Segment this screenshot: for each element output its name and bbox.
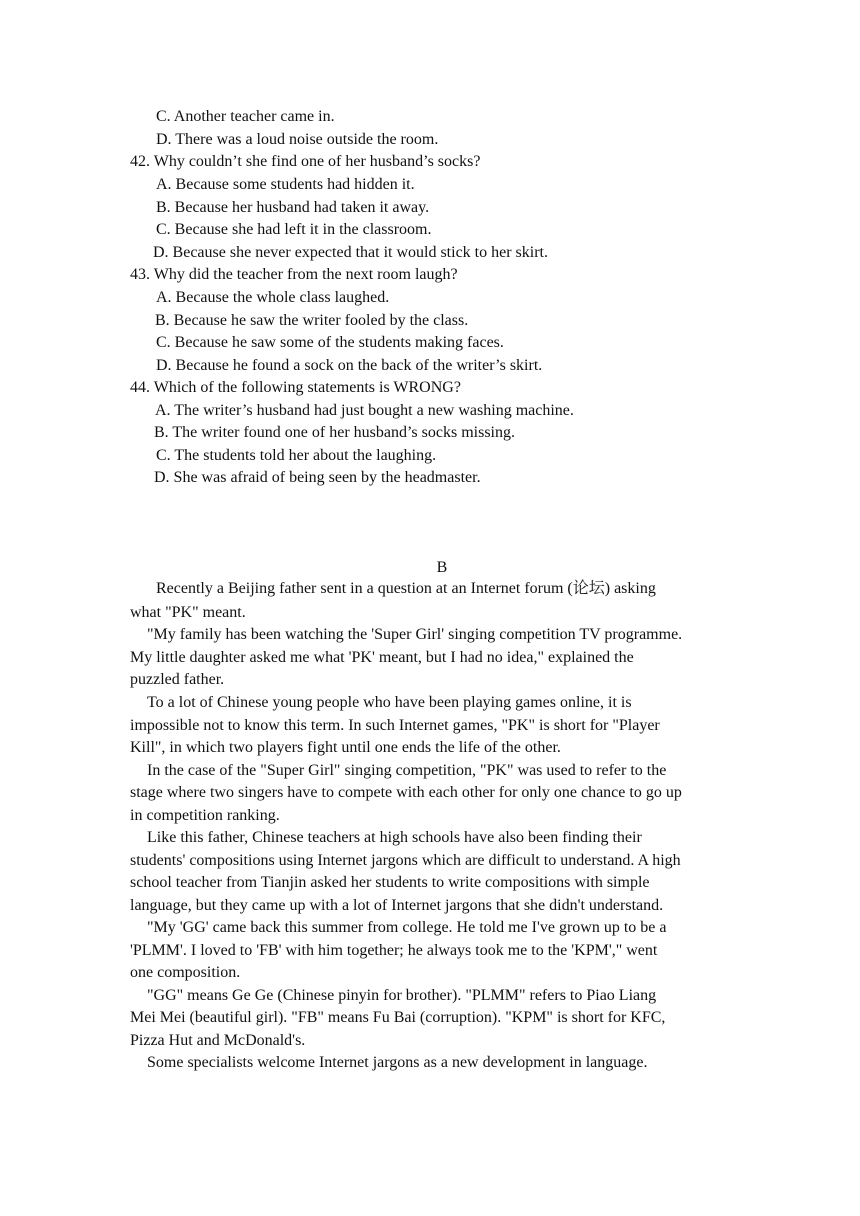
q43-option-a: A. Because the whole class laughed. xyxy=(156,289,390,306)
passage-line: In the case of the "Super Girl" singing competition, "PK" was used to refer to the xyxy=(147,762,667,779)
passage-line: impossible not to know this term. In such Internet games, "PK" is short for "Player xyxy=(130,717,660,734)
passage-line: one composition. xyxy=(130,964,241,981)
q43-stem: 43. Why did the teacher from the next room laugh? xyxy=(130,266,458,283)
q42-option-c: C. Because she had left it in the classroom. xyxy=(156,221,432,238)
passage-line: Mei Mei (beautiful girl). "FB" means Fu Bai (corruption). "KPM" is short for KFC, xyxy=(130,1009,666,1026)
passage-line: Recently a Beijing father sent in a question at an Internet forum (论坛) asking xyxy=(156,580,656,597)
passage-line: Like this father, Chinese teachers at high schools have also been finding their xyxy=(147,829,642,846)
passage-line: Kill", in which two players fight until one ends the life of the other. xyxy=(130,739,561,756)
q41-option-d: D. There was a loud noise outside the room. xyxy=(156,131,439,148)
q42-option-d: D. Because she never expected that it would stick to her skirt. xyxy=(153,244,548,261)
passage-line: To a lot of Chinese young people who have been playing games online, it is xyxy=(147,694,632,711)
q44-option-c: C. The students told her about the laughing. xyxy=(156,447,437,464)
q42-option-b: B. Because her husband had taken it away. xyxy=(156,199,430,216)
passage-line: "GG" means Ge Ge (Chinese pinyin for brother). "PLMM" refers to Piao Liang xyxy=(147,987,657,1004)
passage-line: Pizza Hut and McDonald's. xyxy=(130,1032,306,1049)
passage-line: in competition ranking. xyxy=(130,807,280,824)
passage-line: Some specialists welcome Internet jargons as a new development in language. xyxy=(147,1054,648,1071)
q43-option-c: C. Because he saw some of the students making faces. xyxy=(156,334,504,351)
q44-option-d: D. She was afraid of being seen by the headmaster. xyxy=(154,469,481,486)
passage-line: what "PK" meant. xyxy=(130,604,246,621)
passage-line: school teacher from Tianjin asked her students to write compositions with simple xyxy=(130,874,650,891)
passage-line: stage where two singers have to compete with each other for only one chance to go up xyxy=(130,784,682,801)
q44-stem: 44. Which of the following statements is WRONG? xyxy=(130,379,461,396)
q42-option-a: A. Because some students had hidden it. xyxy=(156,176,415,193)
passage-heading: B xyxy=(436,559,448,576)
q43-option-d: D. Because he found a sock on the back of the writer’s skirt. xyxy=(156,357,543,374)
passage-line: puzzled father. xyxy=(130,671,225,688)
q44-option-a: A. The writer’s husband had just bought a new washing machine. xyxy=(155,402,574,419)
passage-line: students' compositions using Internet jargons which are difficult to understand. A high xyxy=(130,852,681,869)
passage-line: "My 'GG' came back this summer from college. He told me I've grown up to be a xyxy=(147,919,667,936)
passage-line: 'PLMM'. I loved to 'FB' with him together; he always took me to the 'KPM'," went xyxy=(130,942,658,959)
passage-line: My little daughter asked me what 'PK' meant, but I had no idea," explained the xyxy=(130,649,634,666)
q42-stem: 42. Why couldn’t she find one of her husband’s socks? xyxy=(130,153,481,170)
q44-option-b: B. The writer found one of her husband’s socks missing. xyxy=(154,424,515,441)
passage-line: language, but they came up with a lot of Internet jargons that she didn't understand. xyxy=(130,897,664,914)
passage-line: "My family has been watching the 'Super Girl' singing competition TV programme. xyxy=(147,626,683,643)
q43-option-b: B. Because he saw the writer fooled by the class. xyxy=(155,312,469,329)
q41-option-c: C. Another teacher came in. xyxy=(156,108,335,125)
